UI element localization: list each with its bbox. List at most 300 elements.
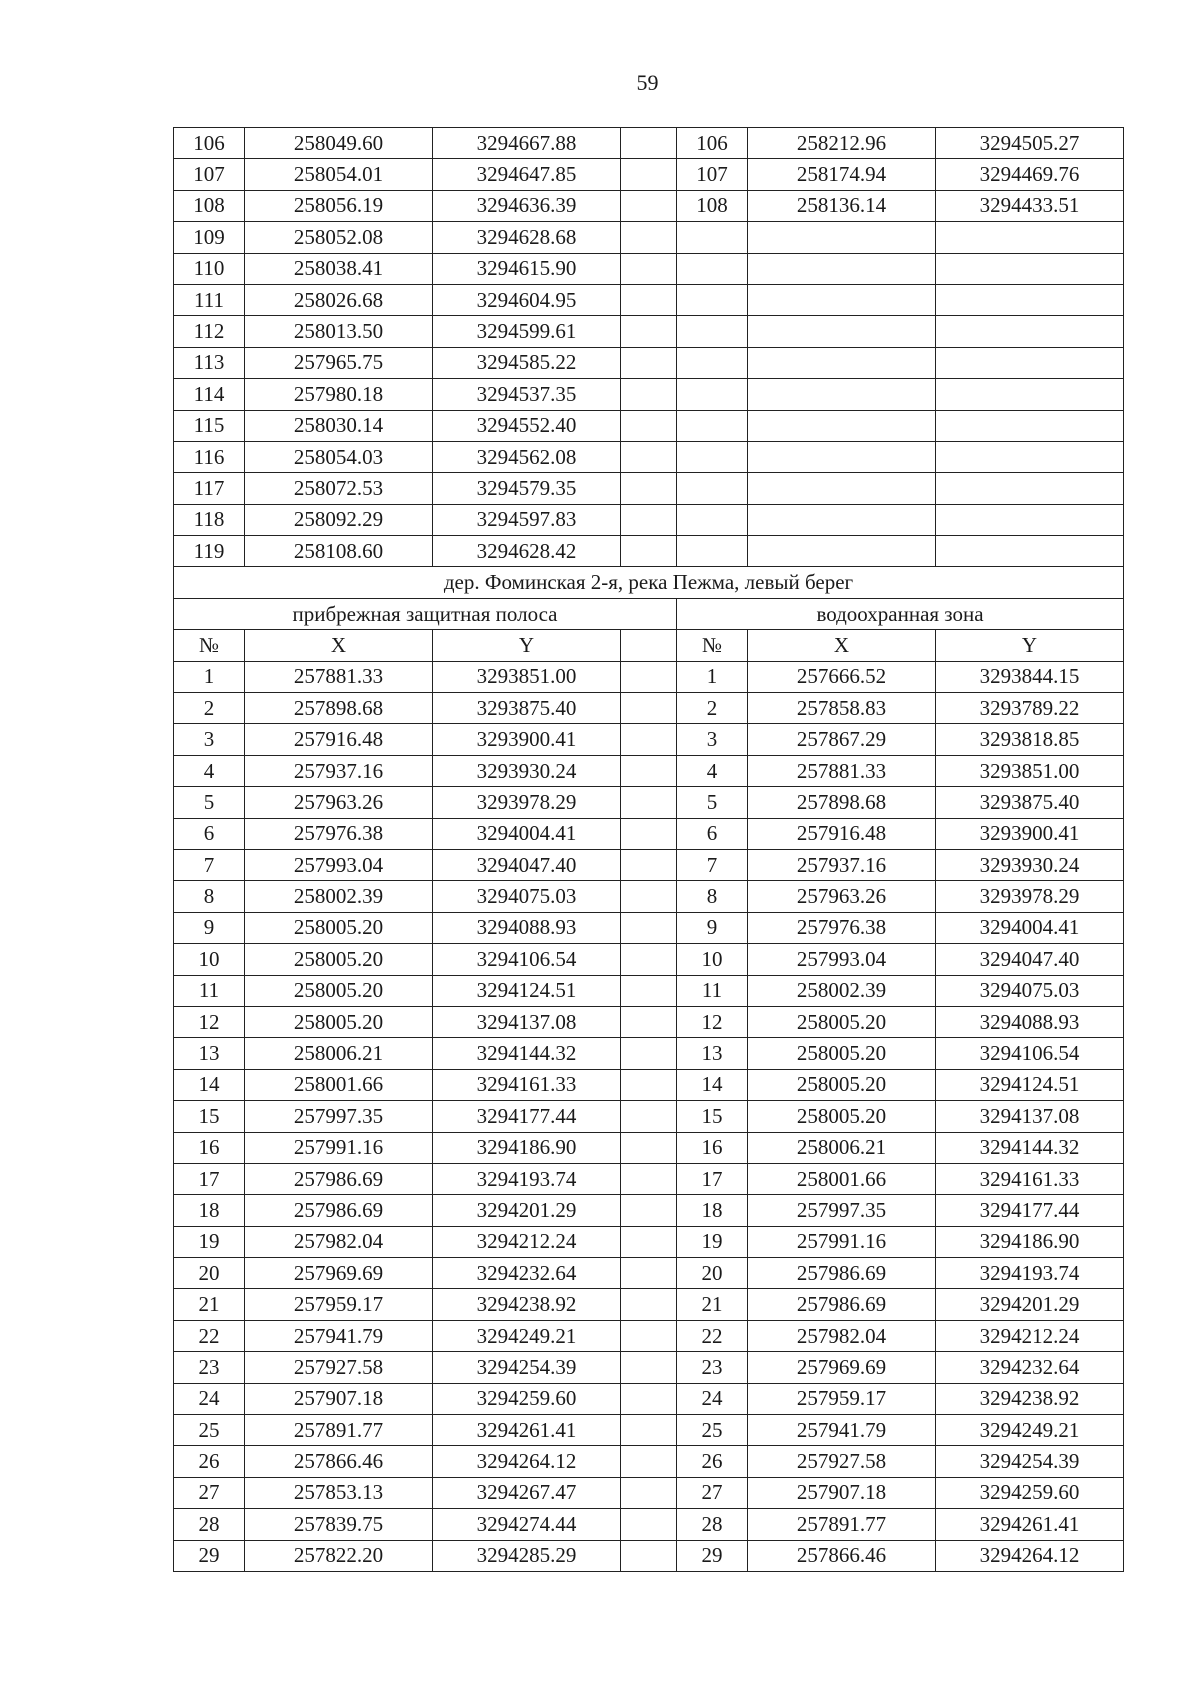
gap-cell bbox=[621, 536, 677, 567]
table-row bbox=[174, 536, 1124, 567]
right-y-cell: 3293851.00 bbox=[936, 755, 1124, 786]
left-x-cell: 257937.16 bbox=[245, 755, 433, 786]
left-y-cell: 3294177.44 bbox=[433, 1101, 621, 1132]
table-row bbox=[174, 1477, 1124, 1508]
gap-cell bbox=[621, 1352, 677, 1383]
gap-cell bbox=[621, 284, 677, 315]
table-row bbox=[174, 504, 1124, 535]
left-x-cell: 257898.68 bbox=[245, 693, 433, 724]
right-x-cell bbox=[748, 284, 936, 315]
left-y-cell: 3294597.83 bbox=[433, 504, 621, 535]
right-y-cell: 3294232.64 bbox=[936, 1352, 1124, 1383]
left-num-cell: 119 bbox=[174, 536, 245, 567]
table-row bbox=[174, 1258, 1124, 1289]
left-y-cell: 3293875.40 bbox=[433, 693, 621, 724]
right-x-cell: 258005.20 bbox=[748, 1006, 936, 1037]
left-num-cell: 22 bbox=[174, 1320, 245, 1351]
right-x-cell bbox=[748, 441, 936, 472]
right-num-cell bbox=[677, 410, 748, 441]
right-y-cell: 3293844.15 bbox=[936, 661, 1124, 692]
right-num-cell: 12 bbox=[677, 1006, 748, 1037]
gap-cell bbox=[621, 1258, 677, 1289]
right-num-cell bbox=[677, 504, 748, 535]
right-num-cell bbox=[677, 316, 748, 347]
left-num-cell: 15 bbox=[174, 1101, 245, 1132]
right-x-cell: 257997.35 bbox=[748, 1195, 936, 1226]
left-x-cell: 258054.03 bbox=[245, 441, 433, 472]
left-y-cell: 3294636.39 bbox=[433, 190, 621, 221]
right-y-cell: 3294177.44 bbox=[936, 1195, 1124, 1226]
right-x-cell: 257963.26 bbox=[748, 881, 936, 912]
right-y-cell: 3294124.51 bbox=[936, 1069, 1124, 1100]
left-y-cell: 3294562.08 bbox=[433, 441, 621, 472]
gap-cell bbox=[621, 1540, 677, 1571]
left-num-cell: 3 bbox=[174, 724, 245, 755]
right-num-cell bbox=[677, 284, 748, 315]
right-x-cell bbox=[748, 347, 936, 378]
right-x-cell: 257986.69 bbox=[748, 1289, 936, 1320]
gap-cell bbox=[621, 1038, 677, 1069]
gap-cell bbox=[621, 849, 677, 880]
left-x-cell: 258056.19 bbox=[245, 190, 433, 221]
table-row bbox=[174, 222, 1124, 253]
right-num-cell: 13 bbox=[677, 1038, 748, 1069]
right-y-cell: 3294004.41 bbox=[936, 912, 1124, 943]
left-y-cell: 3294259.60 bbox=[433, 1383, 621, 1414]
gap-cell bbox=[621, 473, 677, 504]
left-num-cell: 115 bbox=[174, 410, 245, 441]
right-x-cell: 257986.69 bbox=[748, 1258, 936, 1289]
coordinates-table bbox=[173, 127, 1124, 1572]
right-num-cell bbox=[677, 222, 748, 253]
table-row bbox=[174, 1289, 1124, 1320]
left-num-cell: 108 bbox=[174, 190, 245, 221]
right-num-cell: 15 bbox=[677, 1101, 748, 1132]
left-y-cell: 3294106.54 bbox=[433, 944, 621, 975]
left-y-cell: 3294201.29 bbox=[433, 1195, 621, 1226]
right-y-cell: 3294186.90 bbox=[936, 1226, 1124, 1257]
right-x-cell: 257907.18 bbox=[748, 1477, 936, 1508]
left-x-cell: 257986.69 bbox=[245, 1163, 433, 1194]
gap-cell bbox=[621, 128, 677, 159]
left-y-cell: 3294186.90 bbox=[433, 1132, 621, 1163]
left-y-cell: 3294667.88 bbox=[433, 128, 621, 159]
right-num-cell: 27 bbox=[677, 1477, 748, 1508]
left-num-cell: 28 bbox=[174, 1509, 245, 1540]
left-y-cell: 3293851.00 bbox=[433, 661, 621, 692]
left-x-cell: 257965.75 bbox=[245, 347, 433, 378]
right-num-cell: 2 bbox=[677, 693, 748, 724]
gap-cell bbox=[621, 1320, 677, 1351]
left-y-cell: 3293930.24 bbox=[433, 755, 621, 786]
right-col-num-header: № bbox=[677, 630, 748, 661]
gap-cell bbox=[621, 912, 677, 943]
right-y-cell: 3294161.33 bbox=[936, 1163, 1124, 1194]
right-y-cell: 3294047.40 bbox=[936, 944, 1124, 975]
left-num-cell: 1 bbox=[174, 661, 245, 692]
left-col-y-header: Y bbox=[433, 630, 621, 661]
left-x-cell: 257963.26 bbox=[245, 787, 433, 818]
right-y-cell bbox=[936, 441, 1124, 472]
left-x-cell: 257991.16 bbox=[245, 1132, 433, 1163]
left-num-cell: 26 bbox=[174, 1446, 245, 1477]
left-y-cell: 3294193.74 bbox=[433, 1163, 621, 1194]
right-num-cell: 26 bbox=[677, 1446, 748, 1477]
right-y-cell: 3293900.41 bbox=[936, 818, 1124, 849]
gap-cell bbox=[621, 253, 677, 284]
gap-cell bbox=[621, 504, 677, 535]
right-num-cell: 5 bbox=[677, 787, 748, 818]
gap-cell bbox=[621, 1132, 677, 1163]
table-row bbox=[174, 1132, 1124, 1163]
right-x-cell: 258006.21 bbox=[748, 1132, 936, 1163]
left-col-x-header: X bbox=[245, 630, 433, 661]
right-num-cell: 29 bbox=[677, 1540, 748, 1571]
left-num-cell: 106 bbox=[174, 128, 245, 159]
right-x-cell bbox=[748, 222, 936, 253]
right-y-cell bbox=[936, 536, 1124, 567]
right-num-cell: 3 bbox=[677, 724, 748, 755]
left-x-cell: 258002.39 bbox=[245, 881, 433, 912]
left-y-cell: 3294047.40 bbox=[433, 849, 621, 880]
left-num-cell: 112 bbox=[174, 316, 245, 347]
left-x-cell: 258052.08 bbox=[245, 222, 433, 253]
table-row bbox=[174, 849, 1124, 880]
right-num-cell: 4 bbox=[677, 755, 748, 786]
right-num-cell bbox=[677, 473, 748, 504]
left-num-cell: 113 bbox=[174, 347, 245, 378]
table-row bbox=[174, 787, 1124, 818]
left-num-cell: 117 bbox=[174, 473, 245, 504]
right-x-cell: 257891.77 bbox=[748, 1509, 936, 1540]
right-num-cell: 21 bbox=[677, 1289, 748, 1320]
right-y-cell: 3294212.24 bbox=[936, 1320, 1124, 1351]
left-num-cell: 13 bbox=[174, 1038, 245, 1069]
left-y-cell: 3294628.68 bbox=[433, 222, 621, 253]
right-x-cell bbox=[748, 253, 936, 284]
left-num-cell: 16 bbox=[174, 1132, 245, 1163]
right-y-cell bbox=[936, 222, 1124, 253]
table-row bbox=[174, 441, 1124, 472]
section-title: дер. Фоминская 2-я, река Пежма, левый берег bbox=[174, 567, 1124, 598]
table-row bbox=[174, 159, 1124, 190]
gap-cell bbox=[621, 661, 677, 692]
right-x-cell bbox=[748, 410, 936, 441]
gap-cell bbox=[621, 724, 677, 755]
left-num-cell: 9 bbox=[174, 912, 245, 943]
gap-cell bbox=[621, 630, 677, 661]
right-x-cell: 257982.04 bbox=[748, 1320, 936, 1351]
table-row bbox=[174, 755, 1124, 786]
right-num-cell: 16 bbox=[677, 1132, 748, 1163]
left-y-cell: 3294249.21 bbox=[433, 1320, 621, 1351]
left-y-cell: 3294144.32 bbox=[433, 1038, 621, 1069]
left-y-cell: 3294604.95 bbox=[433, 284, 621, 315]
left-num-cell: 2 bbox=[174, 693, 245, 724]
table-row bbox=[174, 1415, 1124, 1446]
left-num-cell: 14 bbox=[174, 1069, 245, 1100]
left-y-cell: 3294232.64 bbox=[433, 1258, 621, 1289]
right-y-cell: 3294249.21 bbox=[936, 1415, 1124, 1446]
right-num-cell: 11 bbox=[677, 975, 748, 1006]
right-x-cell: 258174.94 bbox=[748, 159, 936, 190]
left-num-cell: 18 bbox=[174, 1195, 245, 1226]
gap-cell bbox=[621, 944, 677, 975]
left-x-cell: 258049.60 bbox=[245, 128, 433, 159]
left-y-cell: 3294088.93 bbox=[433, 912, 621, 943]
gap-cell bbox=[621, 1509, 677, 1540]
right-x-cell: 257927.58 bbox=[748, 1446, 936, 1477]
left-num-cell: 11 bbox=[174, 975, 245, 1006]
right-x-cell: 257866.46 bbox=[748, 1540, 936, 1571]
table-row bbox=[174, 190, 1124, 221]
left-x-cell: 257907.18 bbox=[245, 1383, 433, 1414]
gap-cell bbox=[621, 222, 677, 253]
table-row bbox=[174, 1446, 1124, 1477]
table-row bbox=[174, 693, 1124, 724]
table-row bbox=[174, 379, 1124, 410]
right-y-cell bbox=[936, 316, 1124, 347]
left-y-cell: 3294261.41 bbox=[433, 1415, 621, 1446]
left-y-cell: 3294274.44 bbox=[433, 1509, 621, 1540]
right-y-cell: 3294075.03 bbox=[936, 975, 1124, 1006]
right-num-cell: 108 bbox=[677, 190, 748, 221]
right-x-cell: 258212.96 bbox=[748, 128, 936, 159]
right-x-cell: 257937.16 bbox=[748, 849, 936, 880]
left-y-cell: 3294212.24 bbox=[433, 1226, 621, 1257]
gap-cell bbox=[621, 316, 677, 347]
left-num-cell: 109 bbox=[174, 222, 245, 253]
table-row bbox=[174, 1320, 1124, 1351]
right-y-cell: 3294505.27 bbox=[936, 128, 1124, 159]
left-x-cell: 258001.66 bbox=[245, 1069, 433, 1100]
right-y-cell: 3293818.85 bbox=[936, 724, 1124, 755]
left-x-cell: 258013.50 bbox=[245, 316, 433, 347]
gap-cell bbox=[621, 1195, 677, 1226]
left-y-cell: 3294137.08 bbox=[433, 1006, 621, 1037]
gap-cell bbox=[621, 1101, 677, 1132]
gap-cell bbox=[621, 1006, 677, 1037]
right-x-cell: 257666.52 bbox=[748, 661, 936, 692]
right-x-cell bbox=[748, 473, 936, 504]
right-x-cell: 257858.83 bbox=[748, 693, 936, 724]
right-num-cell: 23 bbox=[677, 1352, 748, 1383]
right-x-cell: 257976.38 bbox=[748, 912, 936, 943]
right-x-cell: 257959.17 bbox=[748, 1383, 936, 1414]
table-row bbox=[174, 316, 1124, 347]
table-row bbox=[174, 1163, 1124, 1194]
left-y-cell: 3293978.29 bbox=[433, 787, 621, 818]
right-num-cell: 8 bbox=[677, 881, 748, 912]
right-y-cell: 3294433.51 bbox=[936, 190, 1124, 221]
right-num-cell: 24 bbox=[677, 1383, 748, 1414]
table-row bbox=[174, 1509, 1124, 1540]
right-x-cell: 258001.66 bbox=[748, 1163, 936, 1194]
right-num-cell: 17 bbox=[677, 1163, 748, 1194]
left-y-cell: 3294537.35 bbox=[433, 379, 621, 410]
right-x-cell: 258005.20 bbox=[748, 1069, 936, 1100]
right-zone-header: водоохранная зона bbox=[677, 598, 1124, 629]
left-x-cell: 257866.46 bbox=[245, 1446, 433, 1477]
left-num-cell: 21 bbox=[174, 1289, 245, 1320]
section-title-row bbox=[174, 567, 1124, 598]
right-y-cell bbox=[936, 347, 1124, 378]
left-y-cell: 3294285.29 bbox=[433, 1540, 621, 1571]
right-num-cell: 25 bbox=[677, 1415, 748, 1446]
right-y-cell bbox=[936, 253, 1124, 284]
left-num-cell: 7 bbox=[174, 849, 245, 880]
gap-cell bbox=[621, 1415, 677, 1446]
gap-cell bbox=[621, 787, 677, 818]
left-x-cell: 257982.04 bbox=[245, 1226, 433, 1257]
table-row bbox=[174, 1383, 1124, 1414]
table-row bbox=[174, 661, 1124, 692]
table-row bbox=[174, 1352, 1124, 1383]
right-x-cell: 257993.04 bbox=[748, 944, 936, 975]
right-x-cell: 257867.29 bbox=[748, 724, 936, 755]
table-row bbox=[174, 128, 1124, 159]
left-x-cell: 258038.41 bbox=[245, 253, 433, 284]
gap-cell bbox=[621, 379, 677, 410]
left-num-cell: 6 bbox=[174, 818, 245, 849]
section-header bbox=[174, 567, 1124, 661]
right-y-cell: 3293978.29 bbox=[936, 881, 1124, 912]
right-x-cell bbox=[748, 536, 936, 567]
right-y-cell: 3294144.32 bbox=[936, 1132, 1124, 1163]
right-col-x-header: X bbox=[748, 630, 936, 661]
right-y-cell: 3293875.40 bbox=[936, 787, 1124, 818]
table-row bbox=[174, 253, 1124, 284]
left-x-cell: 257993.04 bbox=[245, 849, 433, 880]
right-x-cell: 258005.20 bbox=[748, 1038, 936, 1069]
table-row bbox=[174, 473, 1124, 504]
right-y-cell: 3294088.93 bbox=[936, 1006, 1124, 1037]
right-num-cell: 6 bbox=[677, 818, 748, 849]
column-header-row bbox=[174, 630, 1124, 661]
left-x-cell: 258005.20 bbox=[245, 912, 433, 943]
left-zone-header: прибрежная защитная полоса bbox=[174, 598, 677, 629]
right-num-cell: 22 bbox=[677, 1320, 748, 1351]
gap-cell bbox=[621, 1446, 677, 1477]
right-x-cell: 257898.68 bbox=[748, 787, 936, 818]
right-num-cell: 7 bbox=[677, 849, 748, 880]
gap-cell bbox=[621, 410, 677, 441]
gap-cell bbox=[621, 818, 677, 849]
right-x-cell bbox=[748, 316, 936, 347]
right-num-cell: 20 bbox=[677, 1258, 748, 1289]
table-row bbox=[174, 912, 1124, 943]
left-x-cell: 257986.69 bbox=[245, 1195, 433, 1226]
left-y-cell: 3294161.33 bbox=[433, 1069, 621, 1100]
gap-cell bbox=[621, 693, 677, 724]
gap-cell bbox=[621, 1477, 677, 1508]
left-num-cell: 12 bbox=[174, 1006, 245, 1037]
table-row bbox=[174, 818, 1124, 849]
right-x-cell bbox=[748, 379, 936, 410]
right-num-cell: 106 bbox=[677, 128, 748, 159]
right-num-cell: 14 bbox=[677, 1069, 748, 1100]
gap-cell bbox=[621, 1163, 677, 1194]
left-y-cell: 3293900.41 bbox=[433, 724, 621, 755]
right-y-cell: 3294254.39 bbox=[936, 1446, 1124, 1477]
left-num-cell: 17 bbox=[174, 1163, 245, 1194]
left-x-cell: 257980.18 bbox=[245, 379, 433, 410]
right-y-cell: 3294264.12 bbox=[936, 1540, 1124, 1571]
gap-cell bbox=[621, 441, 677, 472]
table-row bbox=[174, 1226, 1124, 1257]
table-row bbox=[174, 1101, 1124, 1132]
right-y-cell bbox=[936, 284, 1124, 315]
left-y-cell: 3294267.47 bbox=[433, 1477, 621, 1508]
right-y-cell: 3294137.08 bbox=[936, 1101, 1124, 1132]
gap-cell bbox=[621, 755, 677, 786]
right-y-cell: 3294238.92 bbox=[936, 1383, 1124, 1414]
left-x-cell: 258005.20 bbox=[245, 944, 433, 975]
left-num-cell: 10 bbox=[174, 944, 245, 975]
left-num-cell: 114 bbox=[174, 379, 245, 410]
left-x-cell: 257941.79 bbox=[245, 1320, 433, 1351]
continuation-rows bbox=[174, 128, 1124, 567]
left-y-cell: 3294599.61 bbox=[433, 316, 621, 347]
left-num-cell: 19 bbox=[174, 1226, 245, 1257]
gap-cell bbox=[621, 1226, 677, 1257]
table-row bbox=[174, 724, 1124, 755]
table-row bbox=[174, 975, 1124, 1006]
zone-header-row bbox=[174, 598, 1124, 629]
right-x-cell bbox=[748, 504, 936, 535]
left-x-cell: 257839.75 bbox=[245, 1509, 433, 1540]
left-x-cell: 258026.68 bbox=[245, 284, 433, 315]
left-y-cell: 3294254.39 bbox=[433, 1352, 621, 1383]
right-num-cell bbox=[677, 253, 748, 284]
section-rows bbox=[174, 661, 1124, 1571]
right-num-cell: 19 bbox=[677, 1226, 748, 1257]
right-num-cell: 107 bbox=[677, 159, 748, 190]
left-x-cell: 258005.20 bbox=[245, 975, 433, 1006]
gap-cell bbox=[621, 159, 677, 190]
gap-cell bbox=[621, 1383, 677, 1414]
right-num-cell: 9 bbox=[677, 912, 748, 943]
right-x-cell: 257916.48 bbox=[748, 818, 936, 849]
page-number: 59 bbox=[636, 70, 659, 95]
right-x-cell: 257991.16 bbox=[748, 1226, 936, 1257]
left-x-cell: 258072.53 bbox=[245, 473, 433, 504]
right-y-cell: 3294106.54 bbox=[936, 1038, 1124, 1069]
right-num-cell bbox=[677, 441, 748, 472]
table-row bbox=[174, 1195, 1124, 1226]
left-x-cell: 257853.13 bbox=[245, 1477, 433, 1508]
right-y-cell: 3294193.74 bbox=[936, 1258, 1124, 1289]
left-y-cell: 3294264.12 bbox=[433, 1446, 621, 1477]
left-x-cell: 258054.01 bbox=[245, 159, 433, 190]
left-num-cell: 23 bbox=[174, 1352, 245, 1383]
left-x-cell: 258030.14 bbox=[245, 410, 433, 441]
left-y-cell: 3294647.85 bbox=[433, 159, 621, 190]
right-y-cell bbox=[936, 473, 1124, 504]
table-row bbox=[174, 944, 1124, 975]
right-num-cell bbox=[677, 536, 748, 567]
right-x-cell: 258002.39 bbox=[748, 975, 936, 1006]
left-x-cell: 257959.17 bbox=[245, 1289, 433, 1320]
left-x-cell: 258006.21 bbox=[245, 1038, 433, 1069]
gap-cell bbox=[621, 1069, 677, 1100]
left-y-cell: 3294579.35 bbox=[433, 473, 621, 504]
right-x-cell: 257941.79 bbox=[748, 1415, 936, 1446]
left-y-cell: 3294124.51 bbox=[433, 975, 621, 1006]
right-num-cell: 28 bbox=[677, 1509, 748, 1540]
right-x-cell: 258136.14 bbox=[748, 190, 936, 221]
left-x-cell: 257927.58 bbox=[245, 1352, 433, 1383]
